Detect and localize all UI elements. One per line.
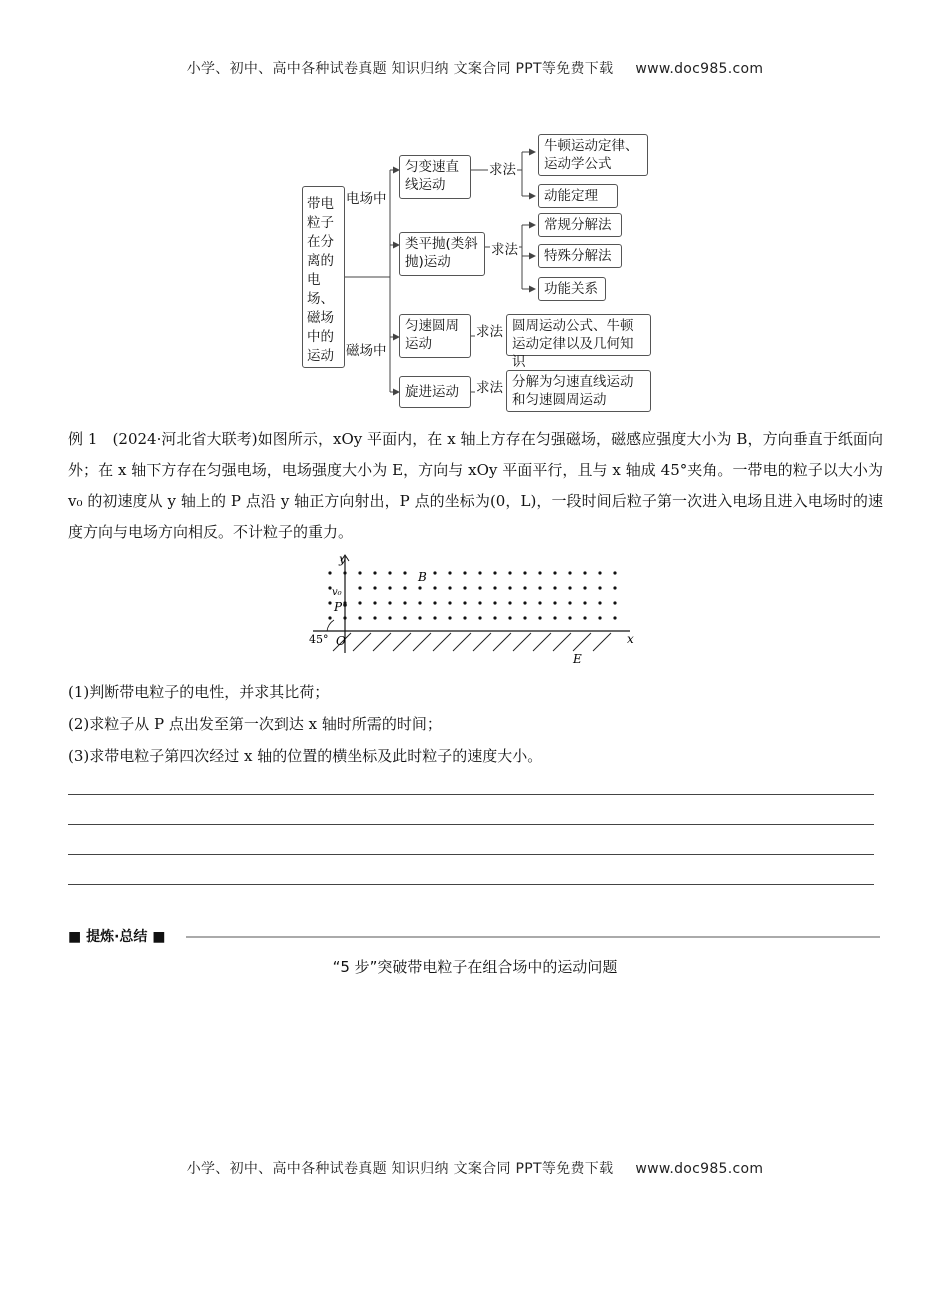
summary-divider [186, 936, 880, 938]
method-label-2: 求法 [490, 238, 519, 258]
concept-map-connectors [0, 0, 950, 420]
point-P [343, 603, 347, 607]
answer-line[interactable] [68, 794, 874, 795]
method-special-decomp-label: 特殊分解法 [544, 248, 612, 264]
header-site[interactable]: www.doc985.com [635, 61, 764, 77]
method-circle-formula [506, 314, 651, 370]
field-figure [305, 553, 645, 663]
method-label-3: 求法 [475, 320, 504, 340]
page-footer [0, 1158, 950, 1178]
method-helix-decomp [506, 370, 651, 412]
electric-field-label: 电场中 [345, 187, 388, 207]
node-projectile-like-label: 类平抛(类斜抛)运动 [405, 236, 478, 270]
magnetic-dots [328, 571, 616, 619]
answer-line[interactable] [68, 854, 874, 855]
question-1: (1)判断带电粒子的电性，并求其比荷； [68, 683, 330, 701]
method-work-energy-label: 功能关系 [544, 281, 598, 297]
method-normal-decomp-label: 常规分解法 [544, 217, 612, 233]
example-text: 例 1 (2024·河北省大联考)如图所示，xOy 平面内，在 x 轴上方存在匀强磁场，磁感应强度大小为 B，方向垂直于纸面向外；在 x 轴下方存在匀强电场，电场强度大小为 E，方向与 xOy 平面平行，且与 x 轴成 45°夹角。一带电的粒子以大小为 v₀ 的初速度从 y 轴上的 P 点沿 y 轴正方向射出，P 点的坐标为(0，L)，一段时间后粒子第一次进入电场且进入电场时的速度方向与电场方向相反。不计粒子的重力。 [68, 430, 883, 541]
node-uniform-linear [399, 155, 471, 199]
method-helix-decomp-label: 分解为匀速直线运动和匀速圆周运动 [512, 374, 634, 408]
summary-heading [68, 926, 880, 948]
method-kinetic-label: 动能定理 [544, 188, 598, 204]
question-2: (2)求粒子从 P 点出发至第一次到达 x 轴时所需的时间； [68, 715, 442, 733]
answer-line[interactable] [68, 884, 874, 885]
method-kinetic [538, 184, 618, 208]
label-O: O [336, 634, 346, 648]
method-special-decomp [538, 244, 622, 268]
label-x: x [627, 632, 634, 646]
concept-map [0, 0, 950, 420]
root-node [302, 186, 345, 368]
summary-heading-text: ■ 提炼·总结 ■ [68, 929, 166, 945]
label-P: P [334, 600, 343, 614]
answer-line[interactable] [68, 824, 874, 825]
method-circle-formula-label: 圆周运动公式、牛顿运动定律以及几何知识 [512, 318, 634, 370]
summary-subtitle: “5 步”突破带电粒子在组合场中的运动问题 [332, 958, 618, 976]
method-label-1: 求法 [488, 158, 517, 178]
node-uniform-circle-label: 匀速圆周运动 [405, 318, 459, 352]
footer-text: 小学、初中、高中各种试卷真题 知识归纳 文案合同 PPT等免费下载 [186, 1161, 614, 1177]
root-node-label: 带电粒子在分离的电场、磁场中的运动 [307, 196, 334, 364]
method-label-4: 求法 [475, 376, 504, 396]
method-newton [538, 134, 648, 176]
label-B: B [418, 570, 427, 584]
question-3: (3)求带电粒子第四次经过 x 轴的位置的横坐标及此时粒子的速度大小。 [68, 747, 543, 765]
node-uniform-circle [399, 314, 471, 358]
node-uniform-linear-label: 匀变速直线运动 [405, 159, 459, 193]
label-y: y [339, 553, 346, 566]
magnetic-field-label: 磁场中 [345, 339, 388, 359]
node-helix [399, 376, 471, 408]
label-E: E [573, 652, 582, 663]
header-text: 小学、初中、高中各种试卷真题 知识归纳 文案合同 PPT等免费下载 [186, 61, 614, 77]
label-angle: 45° [309, 633, 329, 646]
method-newton-label: 牛顿运动定律、运动学公式 [544, 138, 639, 172]
node-helix-label: 旋进运动 [405, 384, 459, 400]
method-work-energy [538, 277, 606, 301]
label-v0: v₀ [332, 587, 342, 598]
footer-site[interactable]: www.doc985.com [635, 1161, 764, 1177]
method-normal-decomp [538, 213, 622, 237]
node-projectile-like [399, 232, 485, 276]
electric-field-lines [333, 633, 611, 651]
